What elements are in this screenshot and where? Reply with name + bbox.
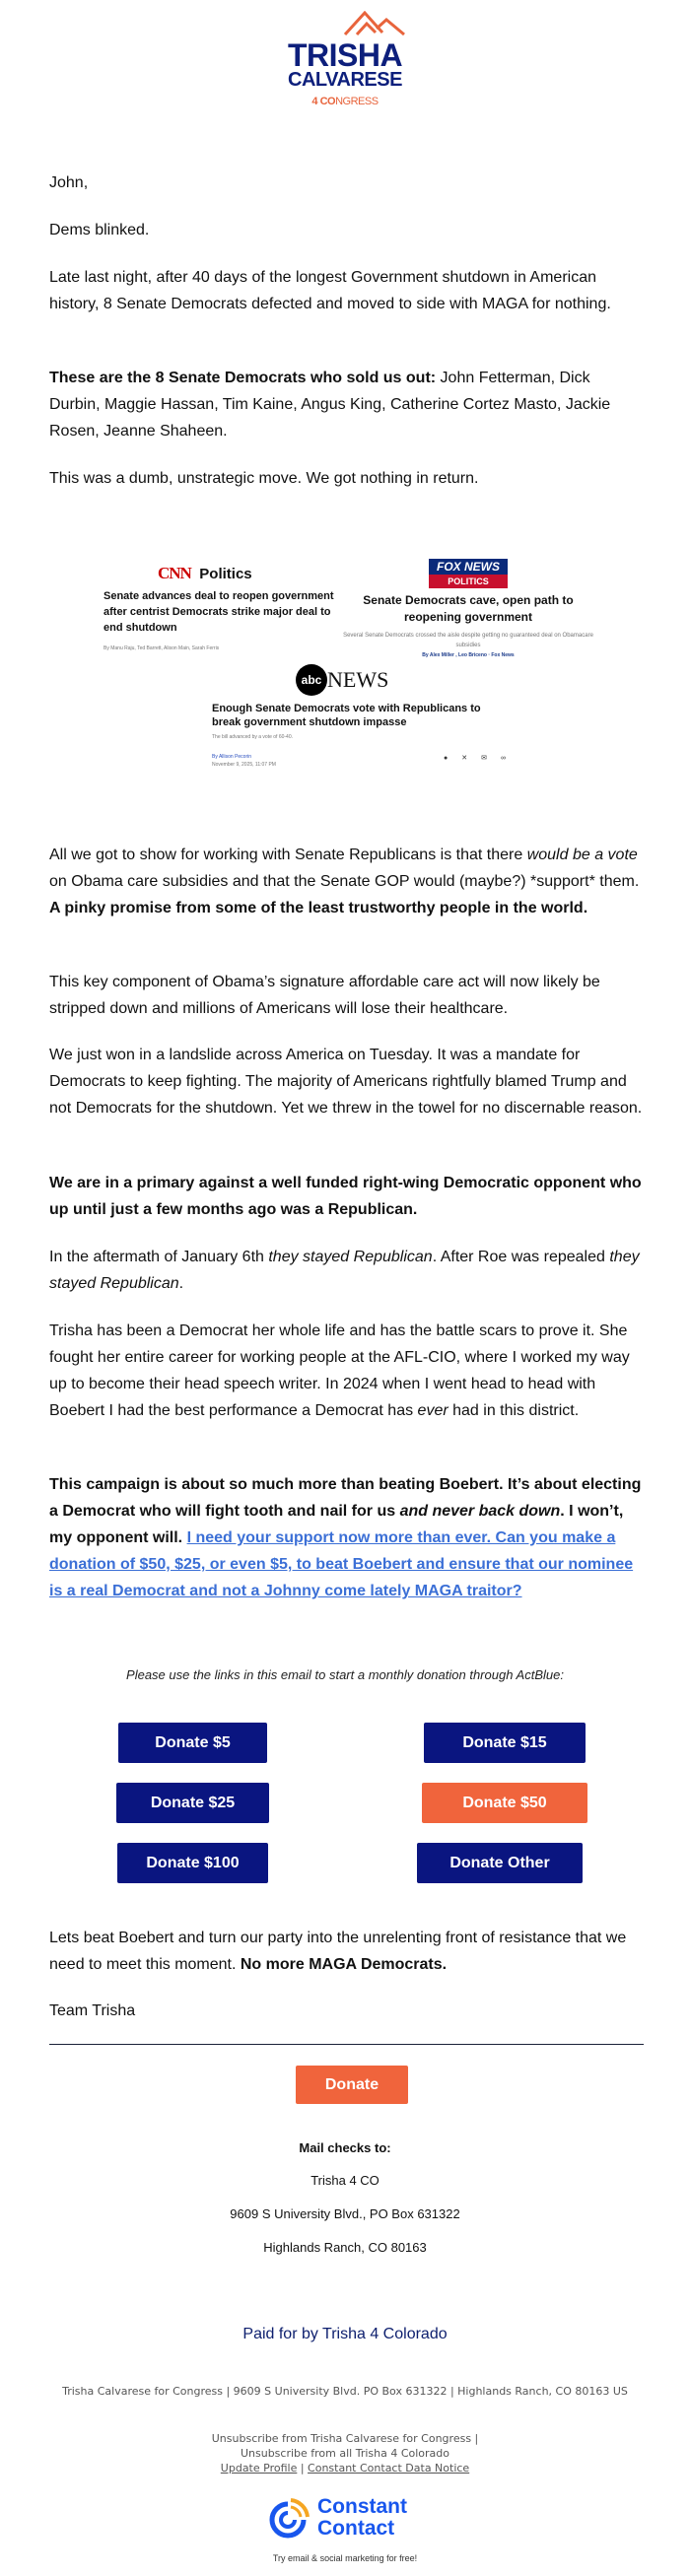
cnn-section: Politics [199, 566, 252, 582]
text-italic: they stayed Republican [268, 1249, 433, 1265]
text-italic: they stayed Republican [49, 1249, 640, 1292]
x-icon: ✕ [461, 755, 482, 762]
org-address: Trisha Calvarese for Congress | 9609 S University Blvd. PO Box 631322 | Highlands Ranch, CO 80163 US [62, 2385, 628, 2398]
abc-news: NEWS [327, 667, 389, 692]
divider [49, 2044, 644, 2045]
donate-50-button[interactable]: Donate $50 [422, 1783, 587, 1823]
abc-byline: By Allison Pecorin [212, 754, 252, 760]
logo-4co: 4 CO [311, 96, 336, 107]
donate-25-button[interactable]: Donate $25 [116, 1783, 269, 1823]
news-headlines-image [104, 559, 596, 788]
update-profile-link[interactable]: Update Profile [220, 2462, 298, 2474]
donate-5-button[interactable]: Donate $5 [118, 1723, 267, 1763]
cc-line2: Contact [317, 2517, 395, 2540]
cnn-masthead [158, 564, 306, 583]
cnn-byline: By Manu Raju, Ted Barrett, Alison Main, Sarah Ferris [104, 645, 220, 651]
paragraph-primary: We are in a primary against a well funded right-wing Democratic opponent who up until just a few months ago was a Republican. [49, 1175, 642, 1218]
paragraph-landslide: We just won in a landslide across America on Tuesday. It was a mandate for Democrats to keep fighting. The majority of Americans rightfully blamed Trump and not Democrats for the shutdown. Yet we threw in the towel for no discernable reason. [49, 1047, 643, 1117]
paragraph-senators [49, 365, 645, 444]
link-icon: ∞ [500, 755, 519, 762]
paragraph-trisha-bio [49, 1318, 645, 1424]
donate-button[interactable]: Donate [296, 2066, 408, 2104]
abc-share-icons [444, 754, 519, 762]
paragraph-closing [49, 1925, 645, 1978]
text-bold: A pinky promise from some of the least trustworthy people in the world. [49, 900, 588, 916]
donate-other-button[interactable]: Donate Other [417, 1843, 583, 1883]
fox-byline: By Alex Miller , Leo Briceno · Fox News [422, 652, 515, 658]
paragraph-dems-blinked: Dems blinked. [49, 222, 150, 238]
cnn-logo: CNN [158, 564, 191, 582]
abc-logo [296, 664, 388, 696]
abc-headline: Enough Senate Democrats vote with Republicans to break government shutdown impasse [212, 703, 481, 728]
signoff: Team Trisha [49, 2002, 136, 2019]
logo-calvarese: CALVARESE [288, 69, 402, 91]
text: . After Roe was repealed [432, 1249, 610, 1265]
logo-trisha: TRISHA [287, 37, 403, 73]
text: All we got to show for working with Senate Republicans is that there [49, 847, 527, 863]
paragraph-dumb-move: This was a dumb, unstrategic move. We got nothing in return. [49, 470, 479, 487]
text: In the aftermath of January 6th [49, 1249, 269, 1265]
email-icon: ✉ [481, 755, 501, 762]
text-bold: . I won’t, my opponent will. [49, 1503, 624, 1546]
footer-links: Update Profile | Constant Contact Data Notice [220, 2462, 470, 2474]
cc-tagline: Try email & social marketing for free! [272, 2553, 418, 2563]
data-notice-link[interactable]: Constant Contact Data Notice [308, 2462, 470, 2474]
constant-contact-icon [266, 2498, 310, 2542]
paragraph-shutdown: Late last night, after 40 days of the longest Government shutdown in American history, 8 Senate Democrats defected and moved to side with MAGA for nothing. [49, 269, 611, 312]
senators-lead: These are the 8 Senate Democrats who sold us out: [49, 370, 437, 386]
fox-section: POLITICS [429, 575, 508, 588]
text: Trisha has been a Democrat her whole life and has the battle scars to prove it. She fought her entire career for working people at the AFL-CIO, where I worked my way up to become their head speech writer. In 2024 when I went head to head with Boebert I had the best performance a Democrat has [49, 1322, 630, 1419]
paid-for-by: Paid for by Trisha 4 Colorado [242, 2326, 448, 2342]
text: . [178, 1275, 184, 1292]
unsubscribe-all-link[interactable]: Unsubscribe from all Trisha 4 Colorado [240, 2447, 450, 2460]
mountain-icon [343, 11, 406, 36]
facebook-icon: ● [444, 755, 462, 762]
paragraph-aftermath [49, 1244, 645, 1297]
abc-date: November 9, 2025, 11:07 PM [212, 762, 276, 768]
text-italic: would be a vote [526, 847, 638, 863]
unsubscribe-campaign-link[interactable]: Unsubscribe from Trisha Calvarese for Congress | [211, 2432, 479, 2445]
mail-checks-heading: Mail checks to: [299, 2140, 391, 2155]
logo-ngress: NGRESS [335, 96, 379, 107]
mail-city: Highlands Ranch, CO 80163 [263, 2240, 427, 2255]
text-bold: No more MAGA Democrats. [240, 1956, 448, 1973]
constant-contact-logo[interactable] [266, 2496, 429, 2543]
mail-name: Trisha 4 CO [310, 2173, 380, 2188]
abc-dek: The bill advanced by a vote of 60-40. [212, 734, 293, 740]
senators-list: John Fetterman, Dick Durbin, Maggie Hassan, Tim Kaine, Angus King, Catherine Cortez Masto, Jackie Rosen, Jeanne Shaheen. [49, 370, 611, 440]
greeting: John, [49, 174, 89, 191]
fox-headline: Senate Democrats cave, open path to reopening government [363, 593, 574, 624]
text: on Obama care subsidies and that the Senate GOP would (maybe?) *support* them. [49, 873, 640, 890]
text-bold: This campaign is about so much more than beating Boebert. It’s about electing a Democrat who will fight tooth and nail for us [49, 1476, 642, 1520]
paragraph-aca: This key component of Obama’s signature affordable care act will now likely be stripped down and millions of Americans will lose their healthcare. [49, 974, 600, 1017]
paragraph-pinky-promise [49, 842, 645, 921]
text-italic: ever [417, 1402, 448, 1419]
text-bold-italic: and never back down [399, 1503, 561, 1520]
cc-wordmark [317, 2496, 407, 2540]
logo-4-congress [0, 96, 690, 107]
mail-street: 9609 S University Blvd., PO Box 631322 [230, 2206, 460, 2221]
fox-logo [429, 559, 508, 588]
donation-appeal-link[interactable]: I need your support now more than ever. Can you make a donation of $50, $25, or even $5, to beat Boebert and ensure that our nominee is a real Democrat and not a Johnny come lately MAGA traitor? [49, 1529, 634, 1599]
fox-dek: Several Senate Democrats crossed the aisle despite getting no guaranteed deal on Obamacare subsidies [343, 633, 593, 648]
paragraph-campaign [49, 1471, 645, 1604]
text: had in this district. [448, 1402, 580, 1419]
monthly-donation-note: Please use the links in this email to start a monthly donation through ActBlue: [126, 1667, 564, 1682]
donate-15-button[interactable]: Donate $15 [424, 1723, 586, 1763]
donate-100-button[interactable]: Donate $100 [117, 1843, 268, 1883]
cnn-headline: Senate advances deal to reopen government after centrist Democrats strike major deal to end shutdown [104, 590, 334, 634]
fox-brand: FOX NEWS [436, 560, 500, 574]
text: Lets beat Boebert and turn our party into the unrelenting front of resistance that we need to meet this moment. [49, 1930, 627, 1973]
abc-circle: abc [296, 664, 327, 696]
cc-line1: Constant [317, 2495, 407, 2518]
